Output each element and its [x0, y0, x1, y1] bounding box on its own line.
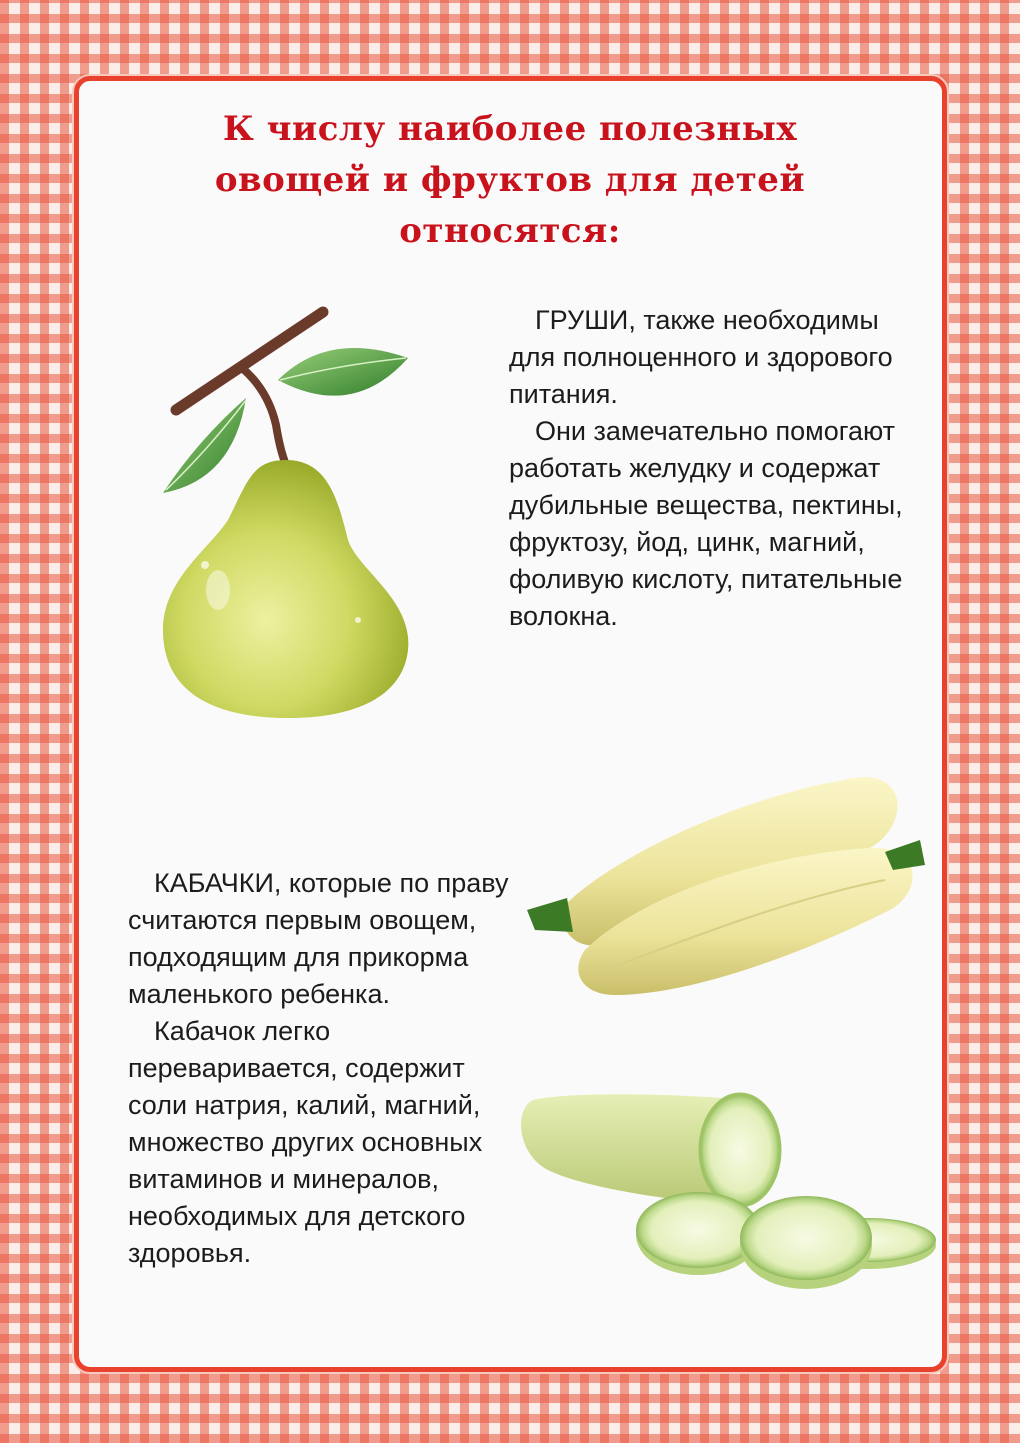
zucchini-slices-illustration — [518, 1090, 938, 1290]
title-line-2: овощей и фруктов для детей — [214, 160, 806, 200]
zucchini-description — [128, 865, 523, 1272]
zucchini-pair-illustration — [525, 770, 935, 1010]
pear-paragraph-2: Они замечательно помогают работать желудку и содержат дубильные вещества, пектины, фруктозу, йод, цинк, магний, фоливую кислоту, питательные волокна. — [509, 416, 903, 631]
title-line-3: относятся: — [399, 211, 621, 251]
zucchini-paragraph-1: КАБАЧКИ, которые по праву считаются первым овощем, подходящим для прикорма маленького ребенка. — [128, 868, 509, 1009]
zucchini-paragraph-2: Кабачок легко переваривается, содержит соли натрия, калий, магний, множество других основных витаминов и минералов, необходимых для детского здоровья. — [128, 1016, 483, 1268]
page-title — [0, 104, 1020, 257]
title-line-1: К числу наиболее полезных — [222, 109, 798, 149]
pear-description — [509, 302, 929, 635]
pear-paragraph-1: ГРУШИ, также необходимы для полноценного и здорового питания. — [509, 305, 893, 409]
pear-illustration — [158, 300, 418, 720]
